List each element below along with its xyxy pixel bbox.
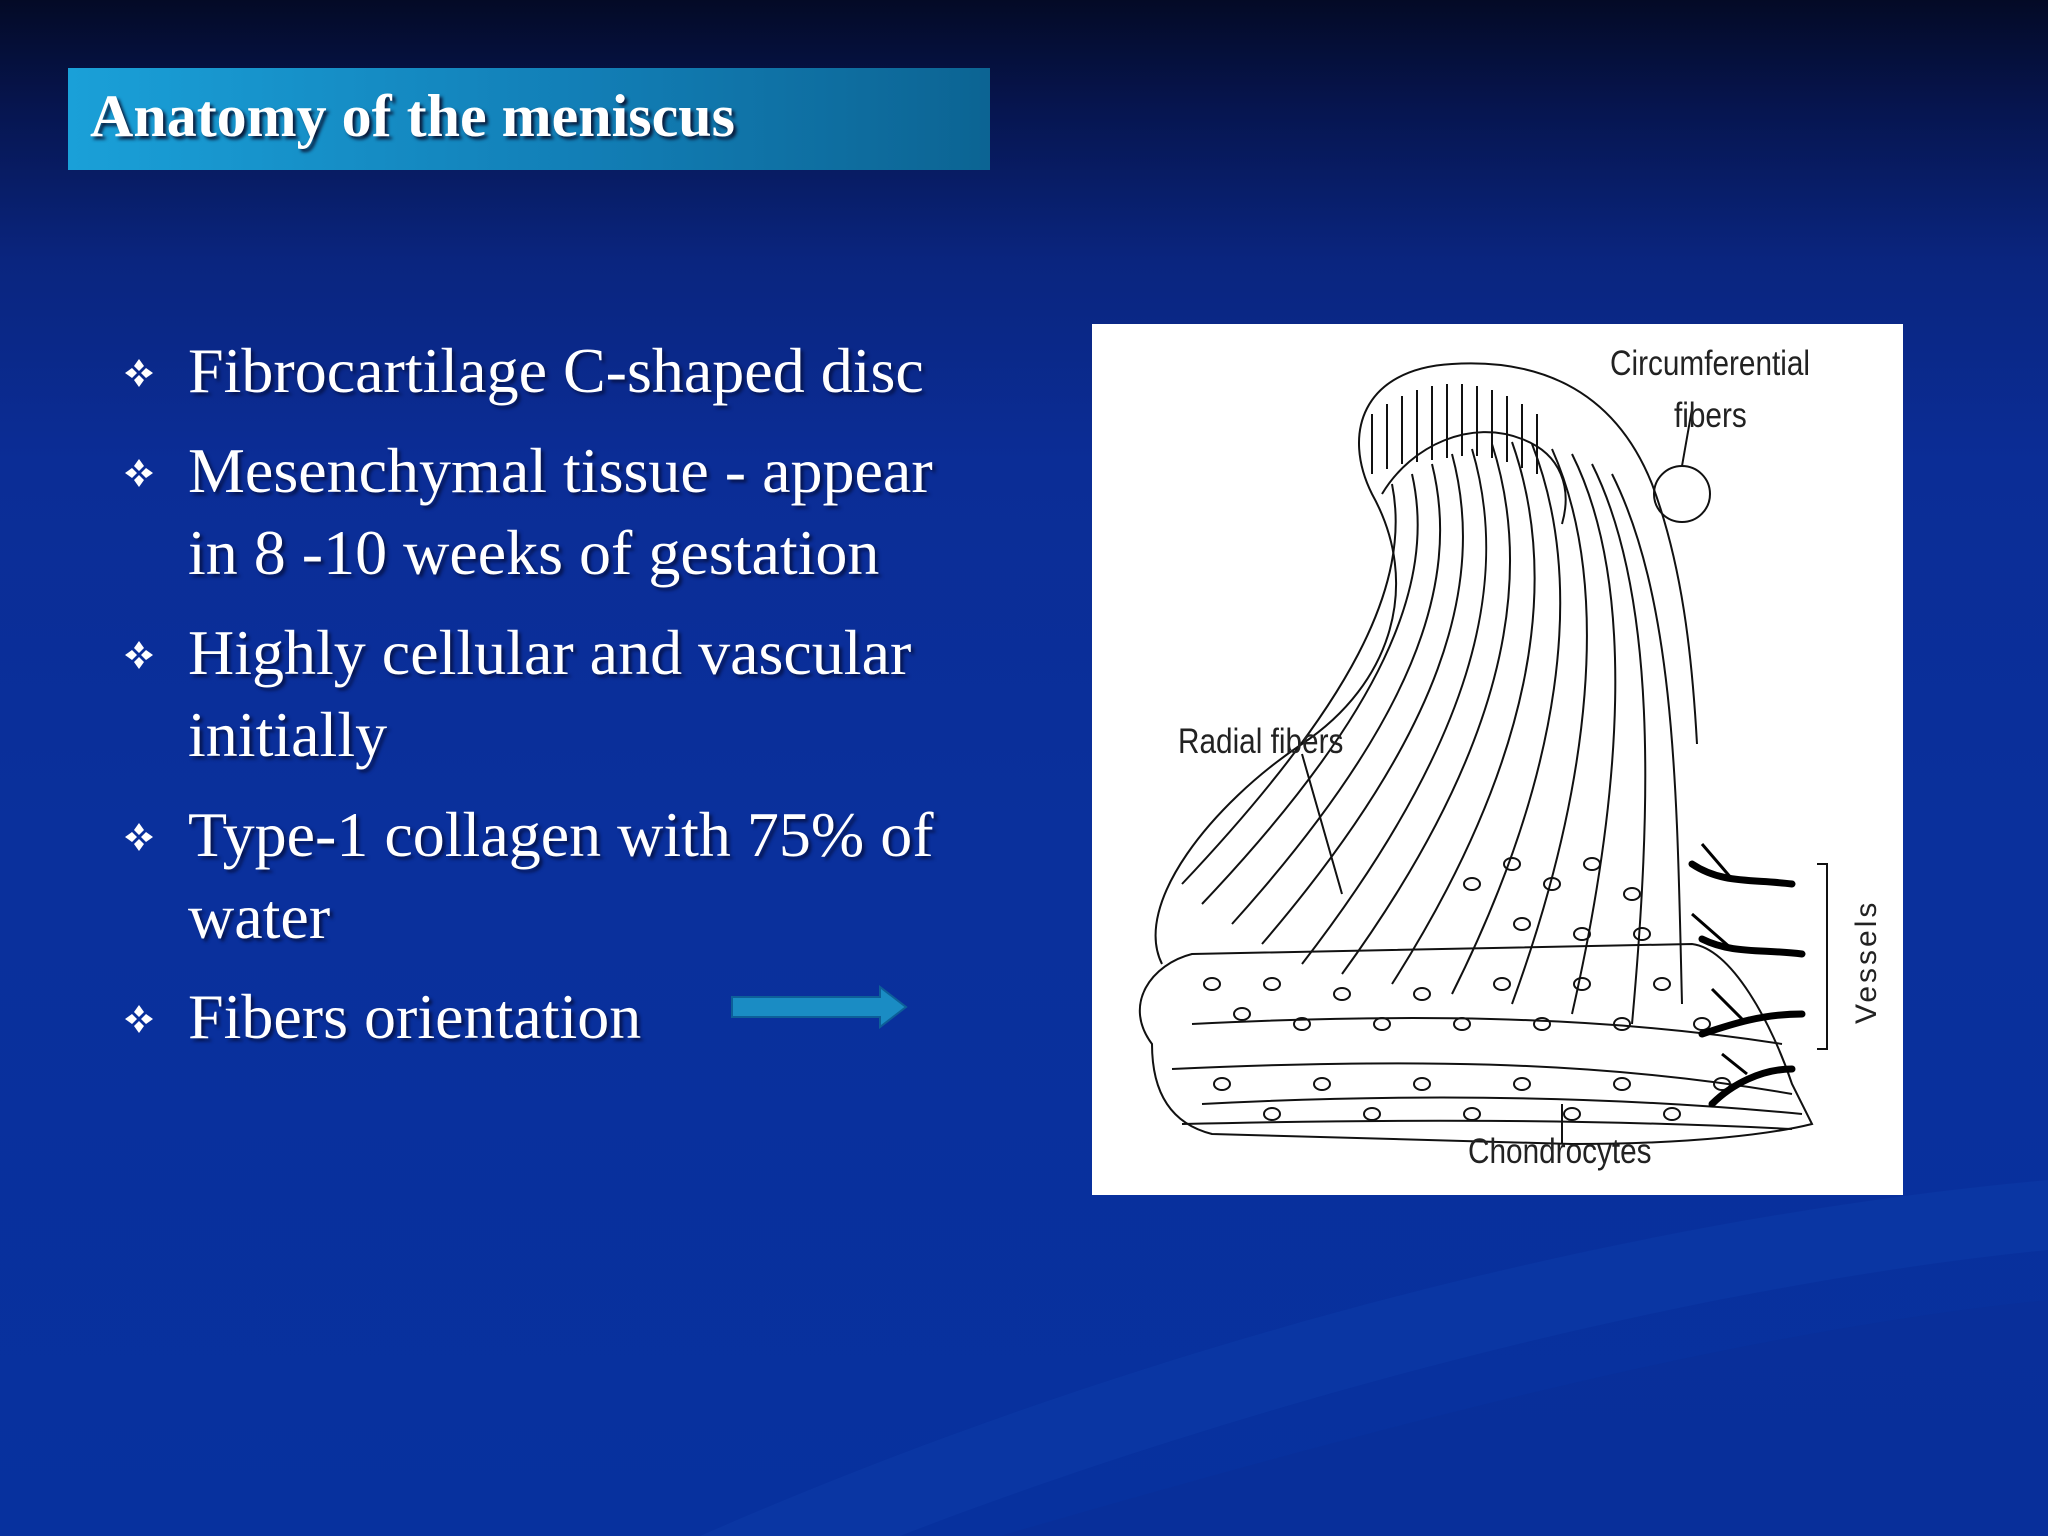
bullet-list bbox=[118, 330, 998, 1076]
chondrocyte-cells bbox=[1204, 858, 1730, 1120]
vessel-lines bbox=[1692, 864, 1802, 1104]
four-diamond-bullet-icon bbox=[124, 458, 154, 488]
label-circumferential: Circumferential bbox=[1610, 344, 1811, 383]
four-diamond-bullet-icon bbox=[124, 822, 154, 852]
bullet-item bbox=[118, 330, 998, 412]
label-radial-fibers: Radial fibers bbox=[1178, 722, 1344, 761]
four-diamond-bullet-icon bbox=[124, 358, 154, 388]
label-vessels: Vessels bbox=[1850, 899, 1883, 1024]
bullet-item bbox=[118, 612, 998, 776]
bullet-text: Fibers orientation bbox=[188, 981, 642, 1052]
bullet-item bbox=[118, 794, 998, 958]
label-circumferential-fibers: fibers bbox=[1674, 396, 1747, 435]
bullet-text: Fibrocartilage C-shaped disc bbox=[188, 335, 924, 406]
bullet-text: Highly cellular and vascular initially bbox=[188, 617, 912, 770]
bullet-item bbox=[118, 430, 998, 594]
right-arrow-icon bbox=[730, 985, 910, 1029]
bullet-text: Mesenchymal tissue - appear in 8 -10 weeks of gestation bbox=[188, 435, 933, 588]
four-diamond-bullet-icon bbox=[124, 1004, 154, 1034]
label-chondrocytes: Chondrocytes bbox=[1468, 1132, 1652, 1171]
bullet-text: Type-1 collagen with 75% of water bbox=[188, 799, 934, 952]
title-bar bbox=[68, 68, 990, 170]
meniscus-diagram bbox=[1092, 324, 1903, 1195]
slide-title: Anatomy of the meniscus bbox=[90, 83, 735, 149]
four-diamond-bullet-icon bbox=[124, 640, 154, 670]
